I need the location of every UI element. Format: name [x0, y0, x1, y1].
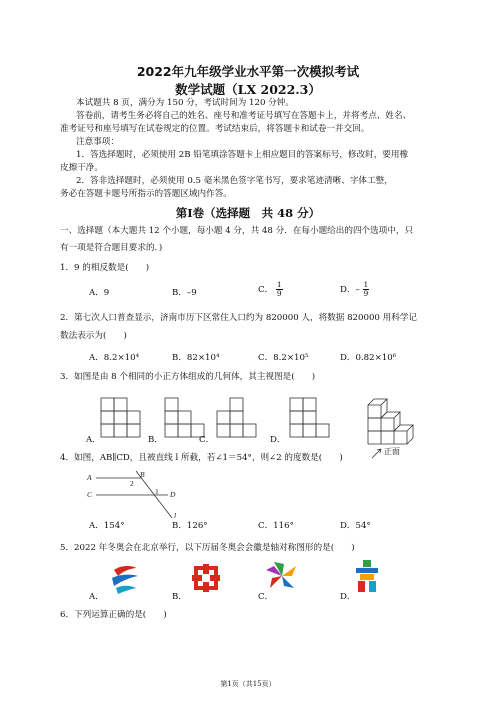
q2-option-a: A．8.2×10⁴ [89, 353, 140, 363]
q2-option-c: C．8.2×10⁵ [258, 353, 309, 363]
q4-label-l: l [174, 511, 177, 520]
q1-option-a: A．9 [89, 288, 110, 298]
q1-c-num: 1 [276, 280, 282, 289]
q1-c-den: 9 [276, 289, 282, 298]
q3-option-b: B． [148, 435, 163, 445]
q1-d-num: 1 [363, 280, 369, 289]
notice-1a: 1．答选择题时，必须使用 2B 铅笔填涂答题卡上相应题目的答案标号，修改时，要用橡 [76, 150, 409, 160]
q3-fig-a [101, 398, 140, 437]
q4-label-d: D [170, 490, 176, 499]
q3-solid-figure [368, 399, 413, 444]
q1-option-b: B．–9 [172, 288, 197, 298]
section-instruction-1: 一、选择题（本大题共 12 个小题，每小题 4 分，共 48 分．在每小题给出的四个选项中，只 [60, 226, 414, 236]
exam-subtitle: 数学试题（LX 2022.3） [175, 82, 321, 97]
notice-title: 注意事项： [76, 137, 119, 147]
q3-option-d: D． [270, 435, 286, 445]
q4-label-c: C [87, 490, 93, 499]
q5-logo-d [352, 558, 382, 594]
q3-fig-d [290, 398, 329, 437]
q2-stem-1: 2．第七次人口普查显示，济南市历下区常住人口约为 820000 人，将数据 820000 用科学记 [60, 313, 418, 323]
q3-front-arrow [372, 449, 381, 458]
q5-logo-c [264, 558, 300, 594]
q4-option-b: B．126° [172, 521, 208, 531]
q5-stem: 5．2022 年冬奥会在北京举行，以下历届冬奥会会徽是轴对称图形的是( ) [60, 543, 355, 553]
q6-stem: 6．下列运算正确的是( ) [60, 610, 167, 620]
q4-figure [84, 468, 214, 523]
q1-option-c [258, 281, 283, 298]
q4-option-d: D．54° [340, 521, 371, 531]
q1-c-fraction [276, 281, 283, 298]
q1-d-den: 9 [363, 289, 369, 298]
q4-option-a: A．154° [89, 521, 125, 531]
q3-option-c: C． [199, 435, 215, 445]
notice-2a: 2．答非选择题时，必须使用 0.5 毫米黑色签字笔书写，要求笔迹清晰、字体工整， [76, 176, 393, 186]
q2-stem-2: 数法表示为( ) [60, 331, 127, 341]
page-footer: 第1页（共15页） [220, 680, 276, 688]
q1-d-fraction [363, 281, 370, 298]
q3-front-label: 正面 [384, 447, 400, 456]
q4-label-a: A [87, 473, 92, 482]
q4-angle-2: 2 [130, 479, 134, 488]
q3-fig-b [165, 398, 204, 437]
exam-title: 2022年九年级学业水平第一次模拟考试 [136, 64, 360, 79]
q2-option-b: B．82×10⁴ [172, 353, 220, 363]
section-instruction-2: 有一项是符合题目要求的．) [60, 243, 163, 253]
q5-option-b: B． [172, 592, 187, 602]
q5-option-c: C． [258, 592, 274, 602]
q4-label-b: B [140, 470, 145, 479]
intro-line-3: 准考证号和座号填写在试卷规定的位置。考试结束后，将答题卡和试卷一并交回。 [60, 124, 370, 134]
q2-option-d: D．0.82×10⁶ [340, 353, 397, 363]
q4-angle-1: 1 [155, 487, 159, 496]
q3-option-a: A． [86, 435, 101, 445]
q5-logo-b [190, 562, 222, 594]
q1-stem: 1．9 的相反数是( ) [60, 263, 150, 273]
q3-option-figures [0, 385, 496, 455]
section-title: 第Ⅰ卷（选择题 共 48 分） [175, 206, 321, 220]
q3-fig-c [217, 398, 256, 437]
q1-d-label: D．– [340, 285, 360, 295]
q5-option-d: D． [340, 592, 356, 602]
notice-1b: 皮擦干净。 [60, 163, 103, 173]
intro-line-1: 本试题共 8 页，满分为 150 分，考试时间为 120 分钟。 [76, 98, 294, 108]
q3-stem: 3．如图是由 8 个相同的小正方体组成的几何体，其主视图是( ) [60, 372, 316, 382]
q1-option-d [340, 281, 369, 298]
q5-option-a: A． [89, 592, 104, 602]
q1-c-label: C． [258, 285, 274, 295]
q4-stem: 4．如图，AB∥CD，且被直线 l 所截，若∠1＝54°，则∠2 的度数是( ) [60, 453, 343, 463]
q4-option-c: C．116° [258, 521, 294, 531]
intro-line-2: 答卷前，请考生务必将自己的姓名、座号和准考证号填写在答题卡上，并将考点、姓名、 [76, 111, 412, 121]
q5-logo-a [106, 560, 142, 596]
notice-2b: 务必在答题卡题号所指示的答题区域内作答。 [60, 189, 232, 199]
